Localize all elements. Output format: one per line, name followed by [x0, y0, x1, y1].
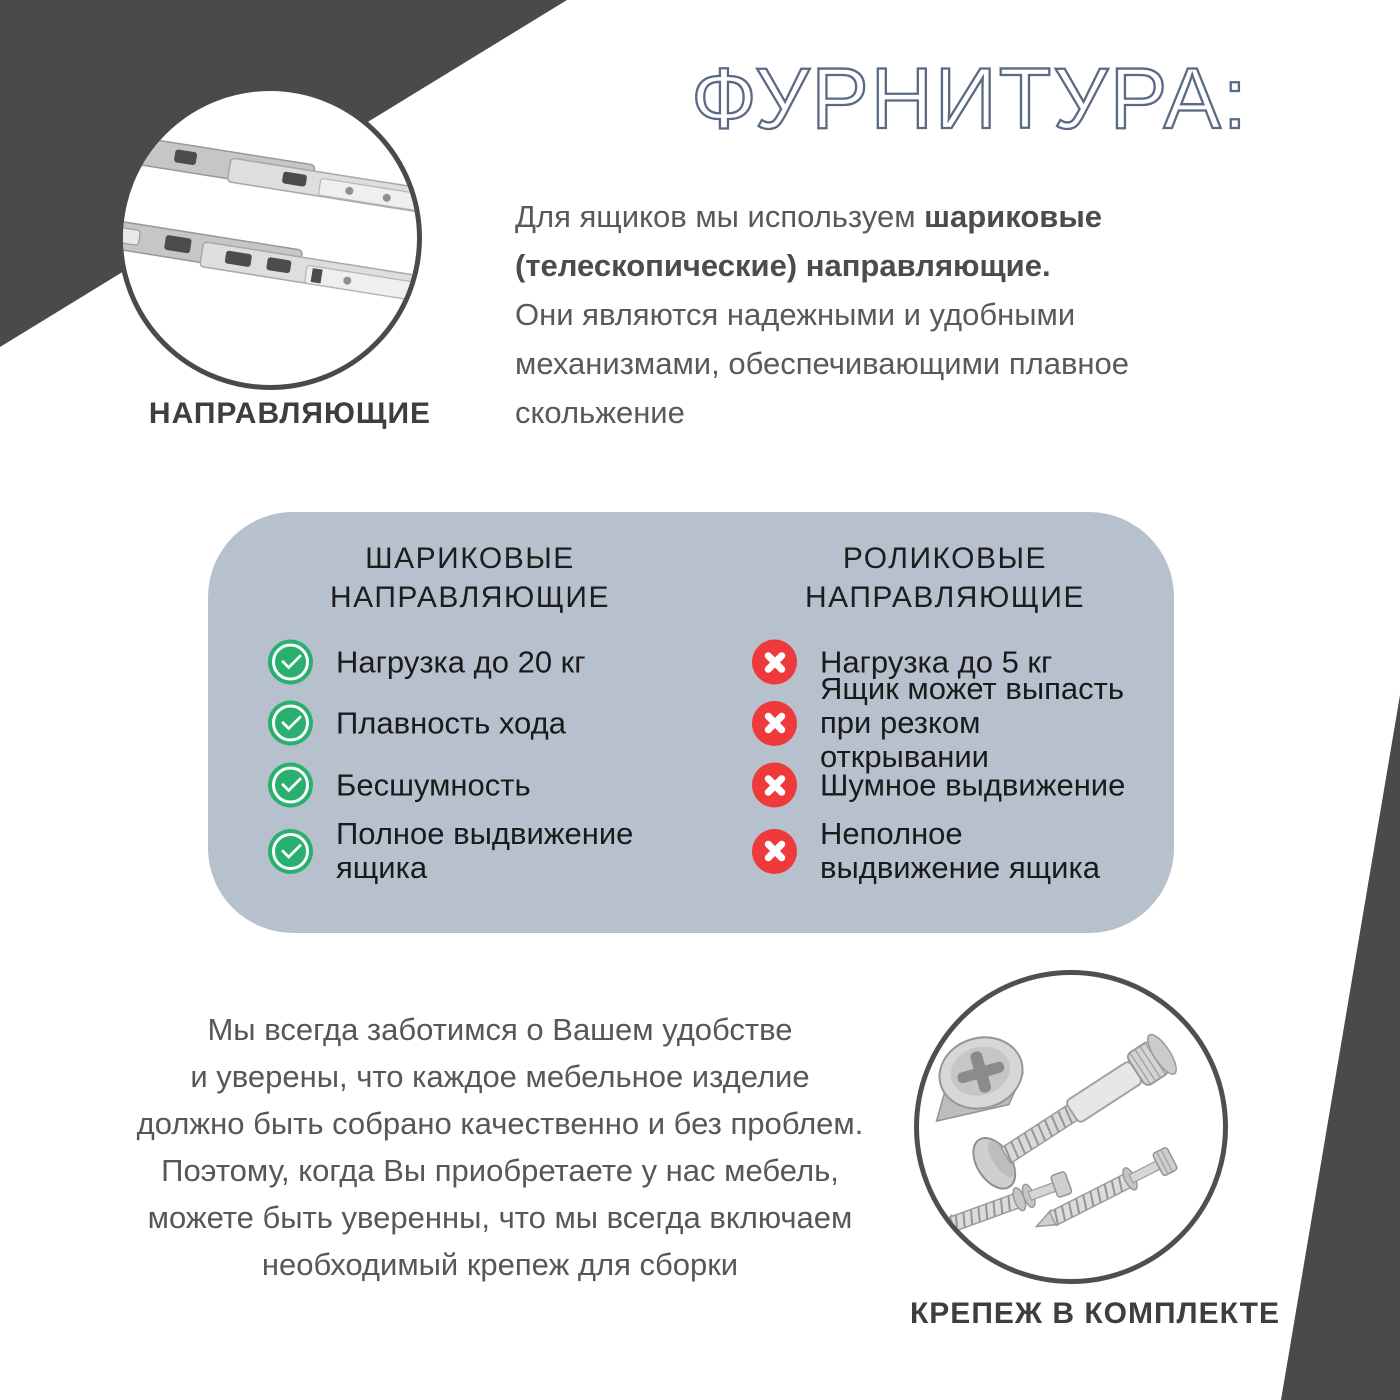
drawer-slides-caption: НАПРАВЛЯЮЩИЕ — [148, 397, 432, 430]
con-item-row — [752, 763, 1150, 808]
assembly-note-line: необходимый крепеж для сборки — [261, 1247, 739, 1282]
fasteners-caption: КРЕПЕЖ В КОМПЛЕКТЕ — [909, 1297, 1280, 1330]
intro-line1-bold: шариковые — [924, 199, 1103, 234]
intro-line4: механизмами, обеспечивающими плавное — [515, 346, 1130, 381]
assembly-note-paragraph — [40, 1006, 960, 1288]
con-item-row — [752, 672, 1150, 774]
fasteners-illustration — [919, 975, 1223, 1279]
pro-item-label: Полное выдвижение ящика — [336, 816, 634, 885]
intro-line5: скольжение — [515, 395, 685, 430]
comparison-panel — [208, 512, 1174, 933]
assembly-note-line: Мы всегда заботимся о Вашем удобстве — [207, 1012, 793, 1047]
con-item-label: Ящик может выпасть при резком открывании — [820, 671, 1124, 774]
drawer-slides-illustration — [123, 91, 417, 385]
check-circle-icon — [268, 829, 313, 874]
pro-item-label: Нагрузка до 20 кг — [336, 644, 586, 679]
ball-slides-title-line2: НАПРАВЛЯЮЩИЕ — [330, 581, 610, 614]
intro-line3: Они являются надежными и удобными — [515, 297, 1076, 332]
cross-circle-icon — [752, 701, 797, 746]
corner-decoration-bottom-right — [1281, 695, 1400, 1400]
cross-circle-icon — [752, 829, 797, 874]
pro-item-row — [268, 763, 646, 808]
con-item-label: Нагрузка до 5 кг — [820, 644, 1053, 679]
roller-slides-title-line1: РОЛИКОВЫЕ — [842, 542, 1048, 575]
fasteners-photo — [914, 970, 1228, 1284]
ball-slides-column-title — [270, 539, 670, 617]
assembly-note-line: можете быть уверенны, что мы всегда включаем — [147, 1200, 853, 1235]
intro-line2-bold: (телескопические) направляющие. — [515, 248, 1051, 283]
assembly-note-line: и уверены, что каждое мебельное изделие — [190, 1059, 810, 1094]
pro-item-row — [268, 701, 646, 746]
assembly-note-line: должно быть собрано качественно и без проблем. — [136, 1106, 864, 1141]
page-title: ФУРНИТУРА: — [691, 51, 1249, 147]
intro-paragraph — [515, 192, 1235, 437]
roller-slides-column-title — [745, 539, 1145, 617]
upper-slide — [123, 131, 417, 220]
check-circle-icon — [268, 701, 313, 746]
pro-item-label: Плавность хода — [336, 705, 566, 740]
con-item-row — [752, 817, 1150, 885]
check-circle-icon — [268, 640, 313, 685]
assembly-note-line: Поэтому, когда Вы приобретаете у нас мебель, — [161, 1153, 839, 1188]
con-item-label: Неполное выдвижение ящика — [820, 816, 1100, 885]
con-item-label: Шумное выдвижение — [820, 767, 1126, 802]
intro-line1-normal: Для ящиков мы используем — [515, 199, 916, 234]
drawer-slides-photo — [118, 86, 422, 390]
check-circle-icon — [268, 763, 313, 808]
pro-item-row — [268, 640, 646, 685]
pro-item-label: Бесшумность — [336, 767, 531, 802]
lower-slide — [123, 213, 417, 305]
cross-circle-icon — [752, 763, 797, 808]
ball-slides-title-line1: ШАРИКОВЫЕ — [365, 542, 575, 575]
pro-item-row — [268, 817, 646, 885]
roller-slides-title-line2: НАПРАВЛЯЮЩИЕ — [805, 581, 1085, 614]
